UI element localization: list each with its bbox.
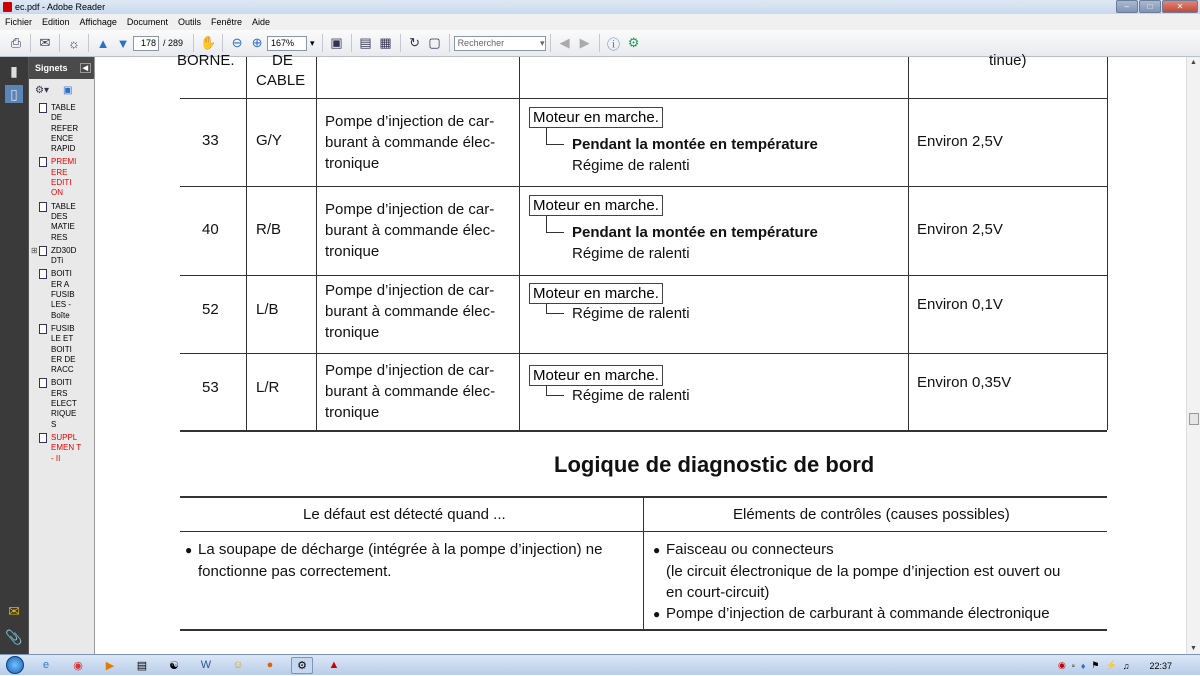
window-title: ec.pdf - Adobe Reader — [15, 2, 106, 12]
row-description: tronique — [325, 324, 380, 341]
attachments-panel-icon[interactable]: 📎 — [5, 628, 23, 645]
bullet: ● — [653, 543, 661, 557]
row-description: tronique — [325, 243, 380, 260]
scroll-thumb[interactable] — [1189, 413, 1199, 425]
row-description: tronique — [325, 155, 380, 172]
bookmark-label: BOITI ERS ELECT RIQUE S — [51, 378, 77, 429]
start-button[interactable] — [0, 655, 30, 676]
row-cable: R/B — [256, 221, 282, 238]
header-borne: BORNE. — [177, 52, 235, 69]
print-icon[interactable]: ⎙ — [10, 35, 22, 50]
diag-cause-line: fonctionne pas correctement. — [198, 563, 392, 580]
row-value: Environ 2,5V — [917, 221, 1003, 238]
find-previous-icon[interactable]: ◀ — [559, 35, 570, 50]
bookmarks-panel-icon[interactable]: ▯ — [5, 85, 23, 103]
export-icon[interactable]: ✉ — [39, 35, 51, 50]
tree-connector — [546, 395, 564, 396]
condition-sub-bold: Pendant la montée en température — [572, 224, 818, 241]
chrome-icon[interactable]: ◉ — [73, 659, 83, 672]
row-description: burant à commande élec- — [325, 383, 496, 400]
bullet: ● — [653, 607, 661, 621]
settings-icon[interactable]: ⚙ — [291, 657, 313, 674]
page-edge — [1107, 57, 1108, 430]
search-dropdown-icon[interactable]: ▾ — [540, 37, 545, 48]
share-icon[interactable]: ☼ — [68, 35, 80, 51]
row-description: Pompe d’injection de car- — [325, 362, 495, 379]
row-borne: 33 — [202, 132, 219, 149]
system-tray — [1058, 655, 1192, 676]
diag-divider — [643, 497, 644, 630]
ie-icon[interactable]: e — [42, 659, 50, 671]
page-total: / 289 — [163, 38, 184, 48]
taskbar — [0, 654, 1200, 675]
table-rule — [180, 275, 1107, 276]
diag-cause-line: La soupape de décharge (intégrée à la pompe d’injection) ne — [198, 541, 603, 558]
condition-sub: Régime de ralenti — [572, 305, 690, 322]
menu-fichier[interactable]: Fichier — [5, 17, 33, 27]
row-description: burant à commande élec- — [325, 303, 496, 320]
condition-box: Moteur en marche. — [529, 107, 663, 128]
diag-check-line: Pompe d’injection de carburant à commande électronique — [666, 605, 1050, 622]
header-tinue: tinue) — [989, 52, 1027, 69]
zoom-out-icon[interactable]: ⊖ — [231, 35, 243, 50]
bullet: ● — [185, 543, 193, 557]
tray-volume-icon[interactable]: ♫ — [1122, 660, 1130, 671]
rotate-icon[interactable]: ↻ — [409, 35, 421, 50]
previous-page-icon[interactable]: ▲ — [96, 35, 110, 51]
diag-check-line: en court-circuit) — [666, 584, 770, 601]
tray-usb-icon[interactable]: ⏓ — [1071, 660, 1075, 670]
tray-flag-icon[interactable]: ⚑ — [1091, 660, 1100, 670]
row-cable: G/Y — [256, 132, 282, 149]
close-button[interactable]: ✕ — [1162, 0, 1198, 13]
tree-connector — [546, 303, 547, 313]
row-borne: 53 — [202, 379, 219, 396]
row-borne: 52 — [202, 301, 219, 318]
hand-tool-icon[interactable]: ✋ — [199, 35, 217, 50]
minimize-button[interactable]: – — [1116, 0, 1138, 13]
diag-header-left: Le défaut est détecté quand ... — [303, 506, 506, 523]
scroll-up-icon[interactable]: ▲ — [1190, 59, 1197, 66]
diag-check-line: (le circuit électronique de la pompe d’injection est ouvert ou — [666, 563, 1061, 580]
menu-aide[interactable]: Aide — [252, 17, 271, 27]
tree-connector — [546, 385, 547, 395]
fit-page-icon[interactable]: ▦ — [379, 35, 392, 50]
comments-panel-icon[interactable]: ✉ — [8, 602, 20, 619]
condition-box: Moteur en marche. — [529, 195, 663, 216]
condition-sub: Régime de ralenti — [572, 157, 690, 174]
find-next-icon[interactable]: ▶ — [579, 35, 590, 50]
media-player-icon[interactable]: ▶ — [105, 659, 115, 672]
adobe-reader-icon[interactable]: ▲ — [328, 659, 340, 671]
table-divider — [246, 57, 247, 430]
zoom-in-icon[interactable]: ⊕ — [251, 35, 263, 50]
clock[interactable]: 22:37 — [1149, 660, 1172, 671]
full-screen-icon[interactable]: ▢ — [428, 35, 441, 50]
tray-power-icon[interactable]: ⚡ — [1105, 660, 1117, 670]
menu-document[interactable]: Document — [126, 17, 168, 27]
network-icon[interactable]: ☯ — [169, 659, 179, 672]
tree-connector — [546, 127, 547, 144]
maximize-button[interactable]: □ — [1139, 0, 1161, 13]
bookmark-label: FUSIB LE ET BOITI ER DE RACC — [51, 323, 76, 375]
menu-outils[interactable]: Outils — [177, 17, 201, 27]
diag-check-line: Faisceau ou connecteurs — [666, 541, 834, 558]
row-cable: L/R — [256, 379, 280, 396]
menu-affichage[interactable]: Affichage — [79, 17, 117, 27]
zoom-dropdown-icon[interactable]: ▾ — [310, 37, 315, 48]
app-window-icon[interactable]: ▤ — [136, 659, 148, 672]
next-page-icon[interactable]: ▼ — [116, 35, 130, 51]
row-borne: 40 — [202, 221, 219, 238]
firefox-icon[interactable]: ● — [266, 659, 274, 671]
page-number-input[interactable]: 178 — [133, 36, 159, 51]
bookmarks-title: Signets — [35, 63, 68, 73]
bookmark-label: TABLE DES MATIE RES — [51, 201, 76, 242]
help-icon[interactable]: ⓘ — [607, 36, 621, 52]
table-divider — [908, 57, 909, 430]
tree-connector — [546, 232, 564, 233]
messenger-icon[interactable]: ☺ — [232, 659, 244, 671]
table-rule — [180, 186, 1107, 187]
snapshot-icon[interactable]: ▣ — [330, 35, 343, 50]
row-description: tronique — [325, 404, 380, 421]
table-bottom-rule — [180, 430, 1107, 432]
bookmark-options-icon[interactable]: ⚙▾ — [35, 84, 49, 96]
plugin-icon[interactable]: ⚙ — [627, 35, 640, 50]
row-value: Environ 0,1V — [917, 296, 1003, 313]
row-description: Pompe d’injection de car- — [325, 201, 495, 218]
tree-connector — [546, 313, 564, 314]
table-rule — [180, 98, 1107, 99]
pages-panel-icon[interactable]: ▮ — [10, 62, 18, 79]
condition-box: Moteur en marche. — [529, 365, 663, 386]
diag-header-right: Eléments de contrôles (causes possibles) — [733, 506, 1010, 523]
bookmark-label: TABLE DE REFER ENCE RAPID — [51, 103, 79, 154]
tray-dropbox-icon[interactable]: ♦ — [1080, 660, 1086, 671]
bookmark-label: BOITI ER A FUSIB LES - Boîte — [51, 269, 75, 320]
condition-box: Moteur en marche. — [529, 283, 663, 304]
row-value: Environ 0,35V — [917, 374, 1012, 391]
zoom-level-select[interactable]: 167% — [267, 36, 307, 51]
document-page — [94, 52, 1186, 654]
section-title: Logique de diagnostic de bord — [554, 452, 875, 477]
bookmark-label: SUPPL EMEN T - II — [51, 432, 81, 463]
bookmark-label: ZD30D DTi — [51, 245, 77, 266]
collapse-panel-icon[interactable]: ◀ — [80, 63, 91, 73]
vertical-scrollbar[interactable] — [1186, 57, 1200, 654]
condition-sub-bold: Pendant la montée en température — [572, 136, 818, 153]
row-description: Pompe d’injection de car- — [325, 282, 495, 299]
condition-sub: Régime de ralenti — [572, 387, 690, 404]
menu-edition[interactable]: Edition — [42, 17, 70, 27]
row-description: Pompe d’injection de car- — [325, 113, 495, 130]
table-divider — [519, 57, 520, 430]
table-rule — [180, 353, 1107, 354]
tree-connector — [546, 215, 547, 232]
tree-connector — [546, 144, 564, 145]
expand-icon[interactable]: ⊞ — [31, 245, 38, 255]
fit-width-icon[interactable]: ▤ — [359, 35, 372, 50]
row-value: Environ 2,5V — [917, 133, 1003, 150]
row-description: burant à commande élec- — [325, 222, 496, 239]
condition-sub: Régime de ralenti — [572, 245, 690, 262]
row-description: burant à commande élec- — [325, 134, 496, 151]
word-icon[interactable]: W — [200, 659, 212, 671]
header-de: DE — [272, 52, 293, 69]
table-divider — [316, 57, 317, 430]
header-cable: CABLE — [256, 72, 306, 89]
tray-antivirus-icon[interactable]: ◉ — [1057, 660, 1066, 670]
search-placeholder: Rechercher — [457, 38, 505, 48]
new-bookmark-icon[interactable]: ▣ — [62, 84, 73, 96]
bookmark-label: PREMI ERE EDITI ON — [51, 157, 77, 198]
scroll-down-icon[interactable]: ▼ — [1190, 645, 1197, 652]
menu-fenetre[interactable]: Fenêtre — [210, 17, 242, 27]
row-cable: L/B — [256, 301, 279, 318]
